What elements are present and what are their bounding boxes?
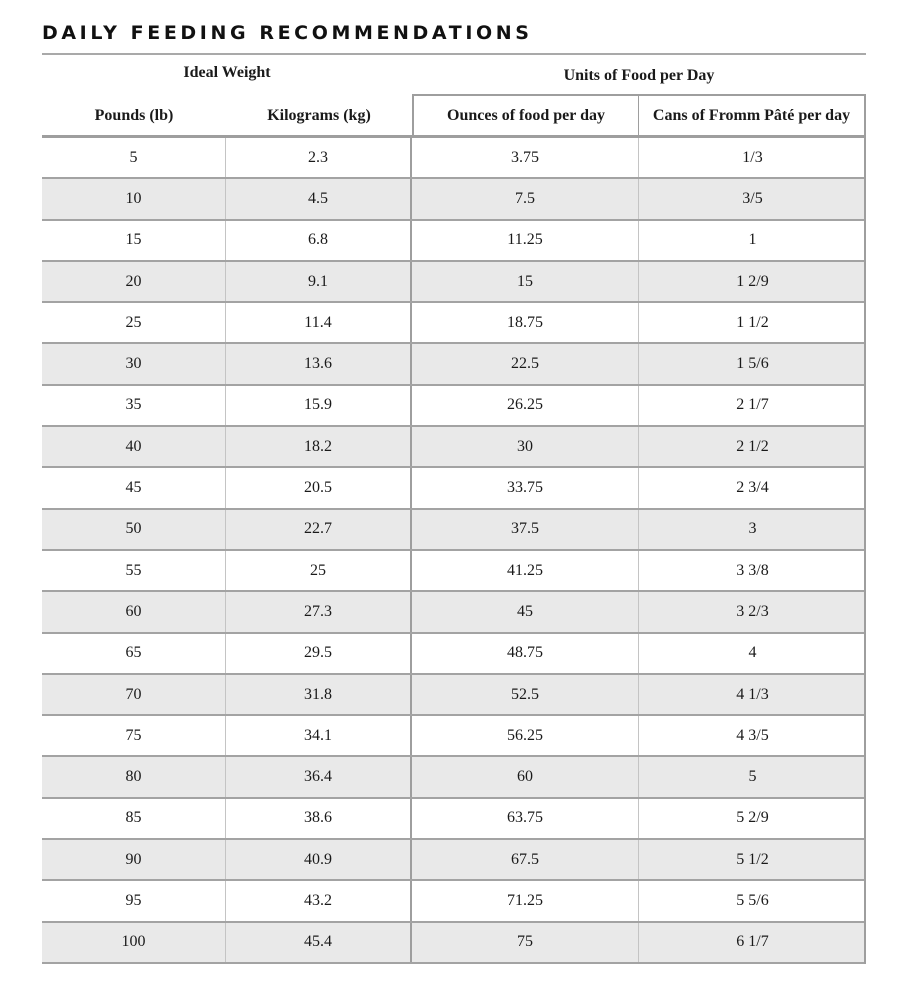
- pounds-cell: 60: [42, 592, 226, 631]
- ounces-cell: 22.5: [412, 344, 639, 383]
- page-title: DAILY FEEDING RECOMMENDATIONS: [42, 22, 533, 44]
- cans-cell: 1/3: [742, 148, 763, 166]
- table-row: [42, 923, 866, 964]
- pounds-cell: 25: [42, 303, 226, 342]
- ounces-cell: 11.25: [412, 221, 639, 260]
- ideal-weight-group-header: Ideal Weight: [183, 64, 271, 81]
- pounds-cell: 65: [42, 634, 226, 673]
- pounds-cell: 55: [42, 551, 226, 590]
- ounces-cell: 75: [412, 923, 639, 962]
- table-row: [42, 221, 866, 262]
- table-row: [42, 757, 866, 798]
- table-row: [42, 799, 866, 840]
- kilograms-cell: 34.1: [226, 716, 412, 755]
- table-row: [42, 386, 866, 427]
- pounds-cell: 75: [42, 716, 226, 755]
- pounds-cell: 10: [42, 179, 226, 218]
- ounces-cell: 48.75: [412, 634, 639, 673]
- kilograms-cell: 15.9: [226, 386, 412, 425]
- ounces-cell: 15: [412, 262, 639, 301]
- kilograms-cell: 20.5: [226, 468, 412, 507]
- cans-cell: 1 5/6: [736, 355, 769, 373]
- cans-cell: 1 1/2: [736, 313, 769, 331]
- ounces-cell: 56.25: [412, 716, 639, 755]
- cans-cell: 1 2/9: [736, 272, 769, 290]
- kilograms-cell: 13.6: [226, 344, 412, 383]
- pounds-cell: 5: [42, 138, 226, 177]
- cans-cell: 4 1/3: [736, 685, 769, 703]
- cans-cell: 3/5: [742, 189, 763, 207]
- cans-cell: 2 3/4: [736, 479, 769, 497]
- kilograms-cell: 38.6: [226, 799, 412, 838]
- kilograms-cell: 9.1: [226, 262, 412, 301]
- kilograms-cell: 43.2: [226, 881, 412, 920]
- pounds-cell: 20: [42, 262, 226, 301]
- table-row: [42, 262, 866, 303]
- cans-cell: 3 2/3: [736, 602, 769, 620]
- kilograms-cell: 2.3: [226, 138, 412, 177]
- pounds-cell: 45: [42, 468, 226, 507]
- ounces-cell: 3.75: [412, 138, 639, 177]
- cans-cell: 5 1/2: [736, 850, 769, 868]
- pounds-cell: 15: [42, 221, 226, 260]
- cans-cell: 5 2/9: [736, 809, 769, 827]
- cans-cell: 5 5/6: [736, 891, 769, 909]
- pounds-cell: 50: [42, 510, 226, 549]
- ounces-cell: 33.75: [412, 468, 639, 507]
- cans-cell: 5: [748, 768, 757, 786]
- table-row: [42, 138, 866, 179]
- kilograms-cell: 45.4: [226, 923, 412, 962]
- ounces-cell: 26.25: [412, 386, 639, 425]
- table-row: [42, 468, 866, 509]
- ounces-cell: 18.75: [412, 303, 639, 342]
- cans-cell: 3 3/8: [736, 561, 769, 579]
- ounces-cell: 7.5: [412, 179, 639, 218]
- ounces-cell: 41.25: [412, 551, 639, 590]
- cans-cell: 2 1/7: [736, 396, 769, 414]
- ounces-cell: 45: [412, 592, 639, 631]
- kilograms-cell: 18.2: [226, 427, 412, 466]
- ounces-cell: 52.5: [412, 675, 639, 714]
- kilograms-cell: 27.3: [226, 592, 412, 631]
- kilograms-cell: 29.5: [226, 634, 412, 673]
- title-divider: [42, 53, 866, 55]
- cans-cell: 4: [748, 644, 757, 662]
- units-of-food-group-header: Units of Food per Day: [563, 67, 715, 84]
- kilograms-cell: 36.4: [226, 757, 412, 796]
- kilograms-cell: 6.8: [226, 221, 412, 260]
- table-row: [42, 840, 866, 881]
- kilograms-cell: 22.7: [226, 510, 412, 549]
- ounces-cell: 37.5: [412, 510, 639, 549]
- cans-cell: 4 3/5: [736, 726, 769, 744]
- column-header-ounces: Ounces of food per day: [447, 107, 605, 124]
- kilograms-cell: 4.5: [226, 179, 412, 218]
- table-row: [42, 716, 866, 757]
- ounces-cell: 63.75: [412, 799, 639, 838]
- pounds-cell: 85: [42, 799, 226, 838]
- cans-cell: 3: [748, 520, 757, 538]
- table-row: [42, 179, 866, 220]
- kilograms-cell: 31.8: [226, 675, 412, 714]
- kilograms-cell: 11.4: [226, 303, 412, 342]
- cans-cell: 6 1/7: [736, 933, 769, 951]
- feeding-table-body: [42, 138, 866, 964]
- table-row: [42, 592, 866, 633]
- kilograms-cell: 40.9: [226, 840, 412, 879]
- column-header-cans: Cans of Fromm Pâté per day: [652, 107, 851, 124]
- pounds-cell: 100: [42, 923, 226, 962]
- header-column-divider: [638, 96, 639, 136]
- table-row: [42, 634, 866, 675]
- kilograms-cell: 25: [226, 551, 412, 590]
- column-header-pounds: Pounds (lb): [94, 107, 174, 124]
- ounces-cell: 67.5: [412, 840, 639, 879]
- pounds-cell: 35: [42, 386, 226, 425]
- table-row: [42, 675, 866, 716]
- column-header-kilograms: Kilograms (kg): [267, 107, 371, 124]
- table-row: [42, 344, 866, 385]
- table-row: [42, 427, 866, 468]
- pounds-cell: 90: [42, 840, 226, 879]
- table-row: [42, 510, 866, 551]
- pounds-cell: 95: [42, 881, 226, 920]
- table-row: [42, 551, 866, 592]
- ounces-cell: 30: [412, 427, 639, 466]
- ounces-cell: 71.25: [412, 881, 639, 920]
- cans-cell: 1: [748, 231, 757, 249]
- ounces-cell: 60: [412, 757, 639, 796]
- pounds-cell: 40: [42, 427, 226, 466]
- table-row: [42, 303, 866, 344]
- cans-cell: 2 1/2: [736, 437, 769, 455]
- table-row: [42, 881, 866, 922]
- pounds-cell: 80: [42, 757, 226, 796]
- pounds-cell: 30: [42, 344, 226, 383]
- pounds-cell: 70: [42, 675, 226, 714]
